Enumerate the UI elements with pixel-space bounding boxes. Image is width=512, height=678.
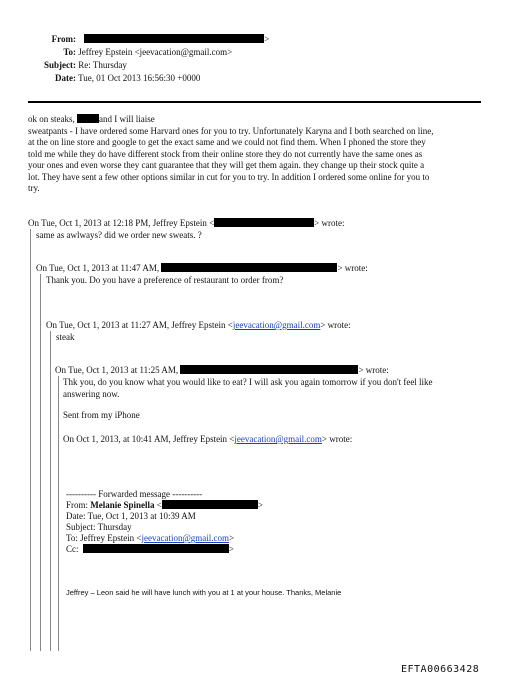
redacted-block	[83, 544, 229, 553]
quote-attribution: On Tue, Oct 1, 2013 at 11:27 AM, Jeffrey Epstein <jeevacation@gmail.com> wrote:	[46, 320, 351, 330]
date-value: Tue, 01 Oct 2013 16:56:30 +0000	[78, 73, 201, 83]
to-label: To:	[63, 47, 76, 57]
body-line: at the on line store and google to get the exact same and we could not find them. When I phoned the store they	[28, 137, 426, 147]
header-divider	[28, 101, 481, 103]
from-row: From: >	[44, 33, 269, 46]
body-line: lot. They have sent a few other options similar in cut for you to try. In addition I ordered some online for you to	[28, 171, 430, 182]
body-paragraph	[28, 114, 434, 195]
quote-bar	[50, 331, 51, 651]
to-row	[44, 46, 232, 59]
redacted-block	[162, 500, 258, 509]
body-line: ok on steaks,	[28, 114, 75, 124]
email-link[interactable]: jeevacation@gmail.com	[234, 434, 322, 444]
date-row	[44, 72, 200, 85]
subject-label: Subject:	[44, 60, 76, 70]
quote-attribution: On Tue, Oct 1, 2013 at 12:18 PM, Jeffrey Epstein < > wrote:	[28, 218, 345, 228]
quote-text: same as awlways? did we order new sweats. ?	[36, 230, 202, 240]
forwarded-date: Date: Tue, Oct 1, 2013 at 10:39 AM	[66, 511, 196, 521]
quote-text: Thank you. Do you have a preference of restaurant to order from?	[46, 275, 284, 285]
quote-attribution: On Tue, Oct 1, 2013 at 11:25 AM, > wrote:	[55, 365, 389, 375]
quote-text: Thk you, do you know what you would like to eat? I will ask you again tomorrow if you don't feel like	[63, 377, 433, 387]
redacted-block	[84, 34, 264, 43]
body-line: sweatpants - I have ordered some Harvard ones for you to try. Unfortunately Karyna and I both searched on line,	[28, 125, 434, 136]
email-link[interactable]: jeevacation@gmail.com	[232, 320, 321, 330]
forwarded-message: Jeffrey – Leon said he will have lunch with you at 1 at your house. Thanks, Melanie	[66, 588, 342, 597]
date-label: Date:	[55, 73, 76, 83]
quote-bar	[30, 229, 31, 651]
redacted-block	[214, 218, 314, 227]
from-label: From:	[51, 34, 76, 44]
subject-row	[44, 59, 127, 72]
body-line: told me while they do have different stock from their online store they do not currently have the same ones as	[28, 148, 423, 159]
redacted-block	[77, 114, 99, 123]
forwarded-cc: Cc: >	[66, 544, 234, 554]
quote-text: steak	[56, 332, 75, 342]
to-value: Jeffrey Epstein <jeevacation@gmail.com>	[78, 47, 233, 57]
forwarded-subject: Subject: Thursday	[66, 522, 132, 532]
quote-bar	[40, 274, 41, 651]
redacted-block	[180, 365, 358, 374]
body-line: and I will liaise	[99, 114, 155, 124]
subject-value: Re: Thursday	[78, 60, 127, 70]
forwarded-divider: ---------- Forwarded message ----------	[66, 489, 203, 499]
bates-number: EFTA00663428	[401, 664, 480, 675]
forwarded-from: From: Melanie Spinella < >	[66, 500, 263, 510]
quote-bar	[58, 376, 59, 651]
quote-attribution: On Oct 1, 2013, at 10:41 AM, Jeffrey Epstein <jeevacation@gmail.com> wrote:	[63, 434, 353, 444]
quote-attribution: On Tue, Oct 1, 2013 at 11:47 AM, > wrote:	[36, 263, 368, 273]
body-line: try.	[28, 183, 40, 193]
body-line: your ones and even worse they cant guarantee that they will get them again. they change up their stock quite a	[28, 160, 425, 170]
email-link[interactable]: jeevacation@gmail.com	[141, 533, 230, 543]
forwarded-to: To: Jeffrey Epstein <jeevacation@gmail.com>	[66, 533, 235, 543]
redacted-block	[161, 263, 337, 272]
quote-text: answering now.	[63, 389, 120, 399]
signature-line: Sent from my iPhone	[63, 410, 140, 420]
